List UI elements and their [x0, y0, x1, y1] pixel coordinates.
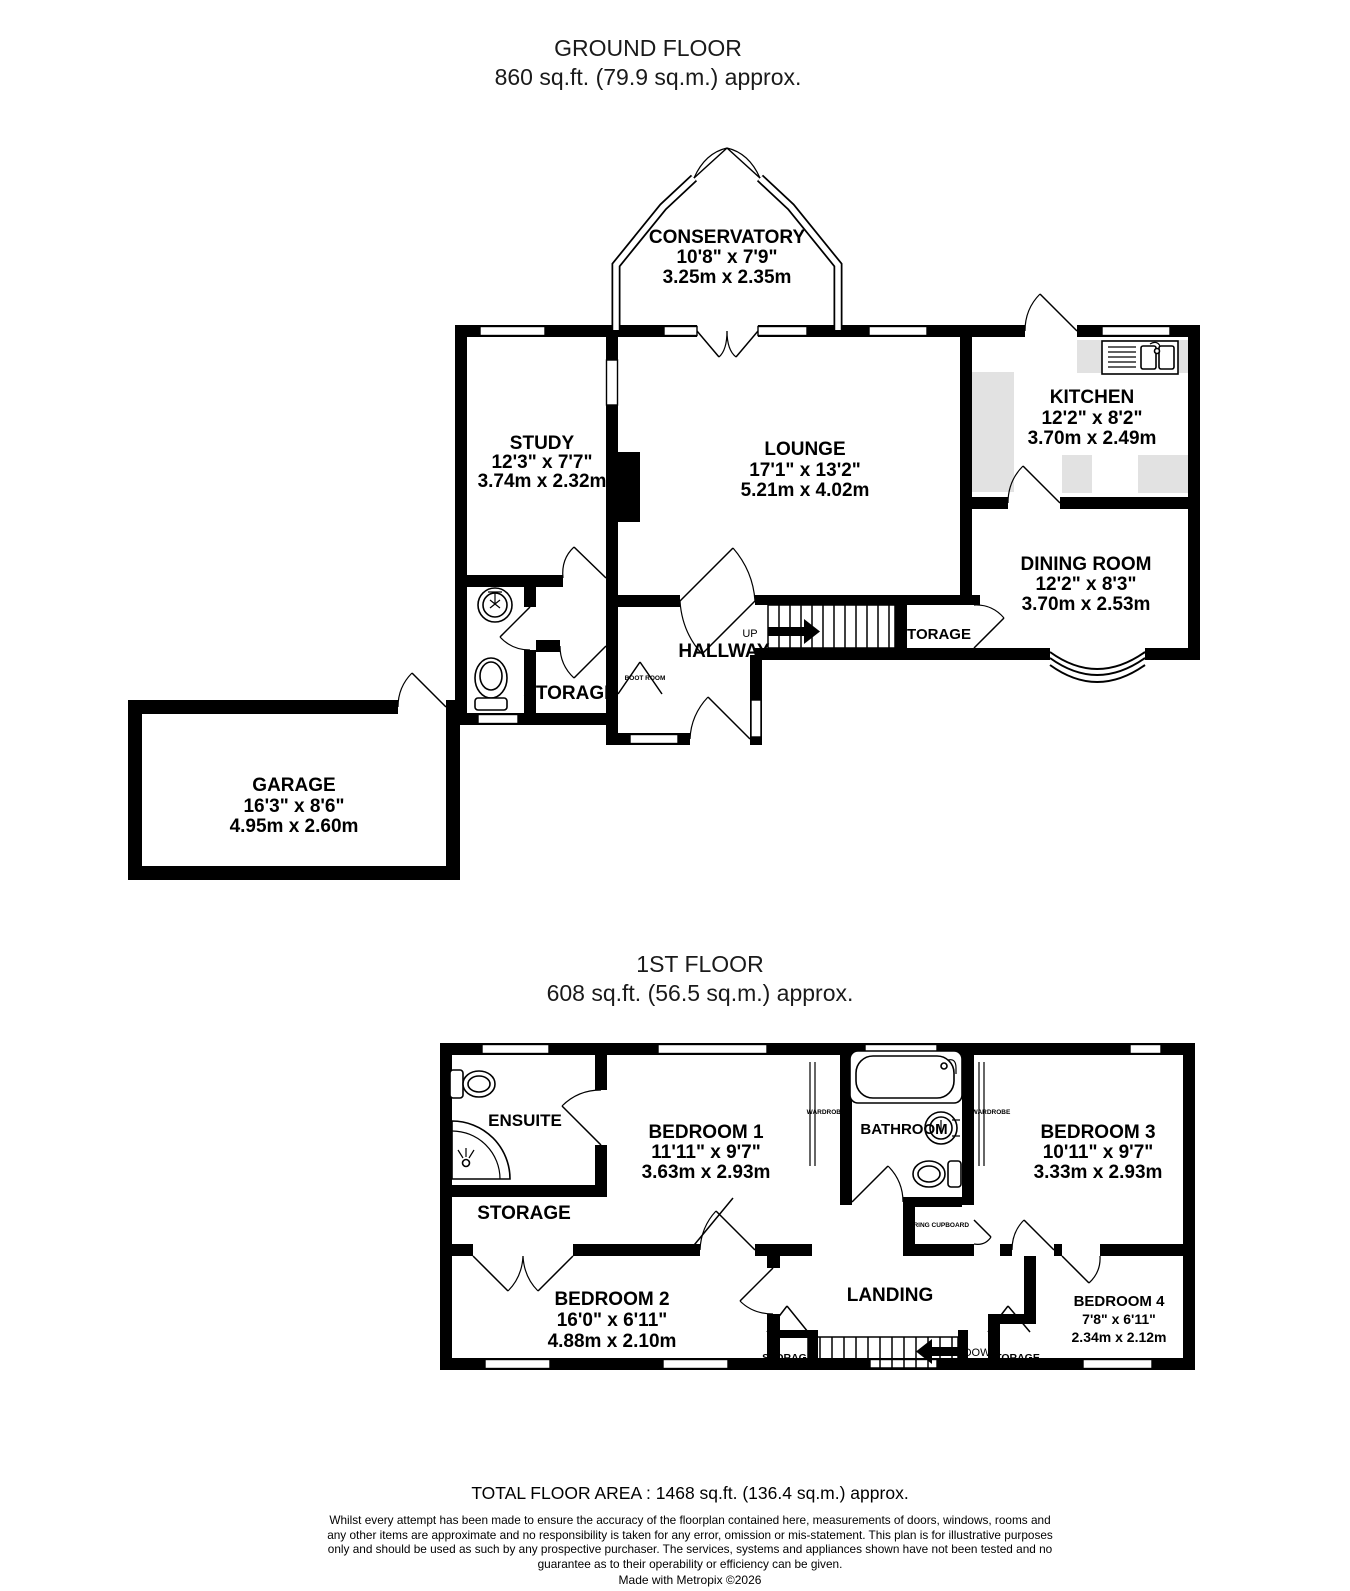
kitchen-label: KITCHEN [1049, 387, 1135, 408]
bedroom3-size-ft: 10'11" x 9'7" [1042, 1142, 1154, 1163]
lounge-size-ft: 17'1" x 13'2" [749, 460, 861, 481]
bedroom2-label: BEDROOM 2 [554, 1289, 670, 1310]
wc-toilet-icon [475, 658, 507, 710]
stairs-down-label: DOWN [963, 1347, 999, 1359]
total-floor-area: TOTAL FLOOR AREA : 1468 sq.ft. (136.4 sq.m.) approx. [471, 1483, 909, 1503]
conservatory-size-ft: 10'8" x 7'9" [676, 247, 778, 268]
wc-sink-icon [478, 588, 512, 622]
first-floor-plan [440, 1043, 1195, 1370]
wardrobe-right-label: WARDROBE [971, 1109, 1011, 1116]
storage-left-stairs-label: STORAGE [762, 1352, 814, 1364]
first-floor-title-line2: 608 sq.ft. (56.5 sq.m.) approx. [546, 980, 854, 1006]
first-floor-title-line1: 1ST FLOOR [636, 951, 764, 977]
stairs-up [768, 605, 895, 648]
garage-label: GARAGE [252, 775, 336, 796]
first-storage-label: STORAGE [477, 1203, 571, 1224]
garage-size-ft: 16'3" x 8'6" [243, 796, 345, 817]
bedroom1-size-ft: 11'11" x 9'7" [651, 1142, 761, 1163]
airing-cupboard-label: AIRING CUPBOARD [906, 1222, 970, 1229]
ensuite-label: ENSUITE [488, 1111, 562, 1130]
study-size-m: 3.74m x 2.32m [477, 471, 607, 492]
bedroom2-size-ft: 16'0" x 6'11" [556, 1310, 668, 1331]
ground-floor-title-line1: GROUND FLOOR [554, 35, 742, 61]
storage-under-stairs-label: STORAGE [897, 626, 971, 643]
dining-room-label: DINING ROOM [1020, 554, 1152, 575]
bath-icon [850, 1051, 962, 1103]
lounge-label: LOUNGE [764, 439, 846, 460]
study-size-ft: 12'3" x 7'7" [491, 452, 593, 473]
bedroom3-size-m: 3.33m x 2.93m [1033, 1162, 1163, 1183]
study-label: STUDY [509, 433, 575, 454]
bedroom4-size-m: 2.34m x 2.12m [1071, 1329, 1167, 1345]
boot-room-label: BOOT ROOM [624, 675, 666, 682]
bedroom1-label: BEDROOM 1 [648, 1122, 764, 1143]
credit-text: Made with Metropix ©2026 [618, 1573, 762, 1588]
storage-right-stairs-label: STORAGE [988, 1352, 1040, 1364]
dining-room-size-m: 3.70m x 2.53m [1021, 594, 1151, 615]
ground-floor-plan [128, 148, 1200, 880]
bedroom4-label: BEDROOM 4 [1073, 1293, 1165, 1310]
ensuite-toilet-icon [450, 1070, 495, 1098]
bedroom4-size-ft: 7'8" x 6'11" [1082, 1311, 1156, 1327]
stairs-up-label: UP [742, 628, 758, 640]
conservatory-size-m: 3.25m x 2.35m [662, 267, 792, 288]
kitchen-size-m: 3.70m x 2.49m [1027, 428, 1157, 449]
lounge-size-m: 5.21m x 4.02m [740, 480, 870, 501]
dining-room-size-ft: 12'2" x 8'3" [1035, 574, 1137, 595]
footer [320, 1483, 1060, 1587]
bedroom3-label: BEDROOM 3 [1040, 1122, 1156, 1143]
wardrobe-left-label: WARDROBE [806, 1109, 846, 1116]
bathroom-label: BATHROOM [860, 1121, 948, 1138]
kitchen-size-ft: 12'2" x 8'2" [1041, 408, 1143, 429]
hallway-label: HALLWAY [678, 641, 770, 662]
bedroom1-size-m: 3.63m x 2.93m [641, 1162, 771, 1183]
ground-door-openings [398, 325, 1145, 745]
conservatory-label: CONSERVATORY [648, 227, 806, 248]
bathroom-toilet-icon [913, 1161, 961, 1187]
landing-label: LANDING [846, 1285, 934, 1306]
garage-size-m: 4.95m x 2.60m [229, 816, 359, 837]
bedroom2-size-m: 4.88m x 2.10m [547, 1331, 677, 1352]
first-door-openings [473, 1090, 1100, 1314]
kitchen-sink-icon [1102, 341, 1178, 374]
disclaimer-text: Whilst every attempt has been made to ensure the accuracy of the floorplan contained here, measurements of doors, windows, rooms and any other items are approximate and no responsibility is taken for any error, omission or mis-statement. This plan is for illustrative purposes only and should be used as such by any prospective purchaser. The services, systems and appliances shown have not been tested and no guarantee as to their operability or efficiency can be given. [327, 1513, 1053, 1571]
ground-floor-title-line2: 860 sq.ft. (79.9 sq.m.) approx. [494, 64, 802, 90]
ground-storage-label: STORAGE [523, 683, 617, 704]
